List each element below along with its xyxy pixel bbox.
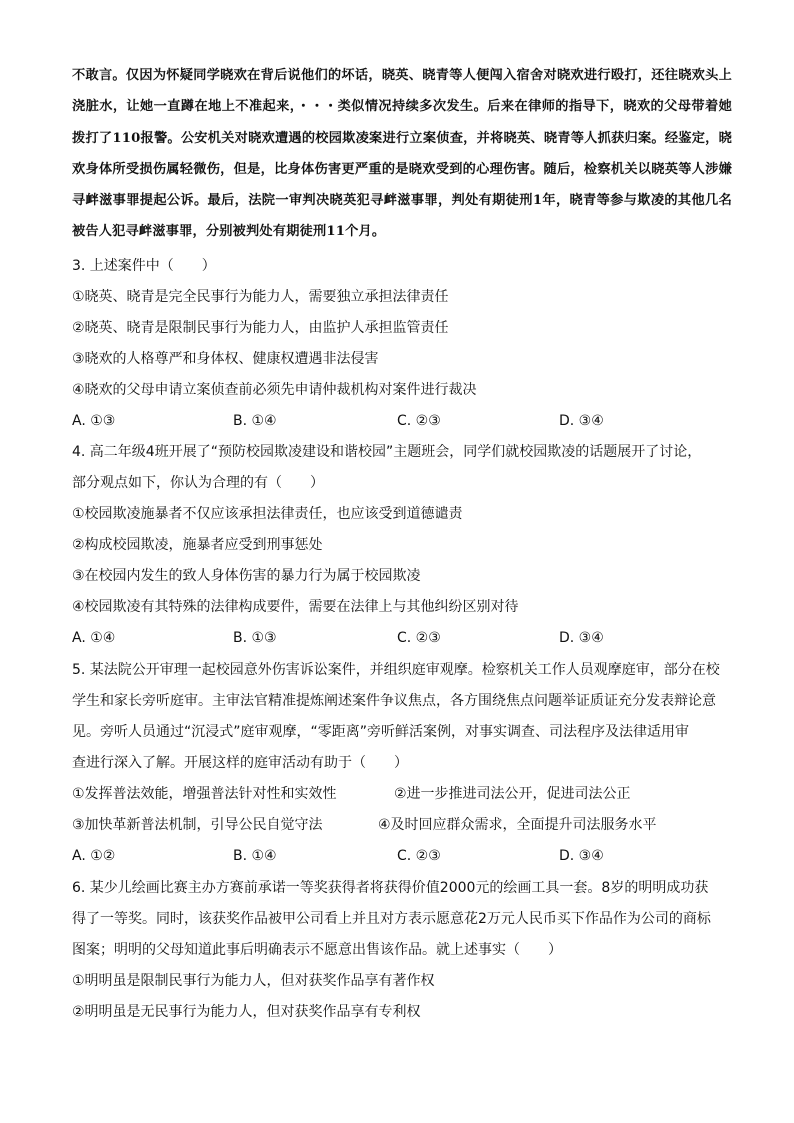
q5-item-4: ④及时回应群众需求，全面提升司法服务水平 xyxy=(378,817,657,833)
q4-option-d[interactable]: D. ③④ xyxy=(559,630,604,646)
q3-option-c[interactable]: C. ②③ xyxy=(397,413,441,429)
q6-item-1: ①明明虽是限制民事行为能力人，但对获奖作品享有著作权 xyxy=(72,973,435,989)
q6-stem-line-1: 6. 某少儿绘画比赛主办方赛前承诺一等奖获得者将获得价值2000元的绘画工具一套。8岁的明明成功获 xyxy=(72,880,709,896)
q6-stem-line-2: 得了一等奖。同时，该获奖作品被甲公司看上并且对方表示愿意花2万元人民币买下作品作为公司的商标 xyxy=(72,911,711,927)
q5-items-row-2 xyxy=(72,810,732,841)
q4-options xyxy=(72,623,732,654)
q3-option-b[interactable]: B. ①④ xyxy=(233,413,277,429)
q5-stem-line-1: 5. 某法院公开审理一起校园意外伤害诉讼案件，并组织庭审观摩。检察机关工作人员观摩庭审，部分在校 xyxy=(72,662,720,678)
q5-options xyxy=(72,841,732,872)
q4-stem-line-1: 4. 高二年级4班开展了“预防校园欺凌建设和谐校园”主题班会，同学们就校园欺凌的话题展开了讨论， xyxy=(72,444,702,460)
q5-item-3: ③加快革新普法机制，引导公民自觉守法 xyxy=(72,817,323,833)
case-passage xyxy=(72,60,732,248)
q6-stem-line-3: 图案；明明的父母知道此事后明确表示不愿意出售该作品。就上述事实（ ） xyxy=(72,942,562,958)
q4-item-2: ②构成校园欺凌，施暴者应受到刑事惩处 xyxy=(72,537,323,553)
q5-item-1: ①发挥普法效能，增强普法针对性和实效性 xyxy=(72,786,337,802)
q4-option-a[interactable]: A. ①④ xyxy=(72,630,116,646)
q3-item-2: ②晓英、晓青是限制民事行为能力人，由监护人承担监管责任 xyxy=(72,320,449,336)
question-3 xyxy=(72,251,732,437)
q6-item-2: ②明明虽是无民事行为能力人，但对获奖作品享有专利权 xyxy=(72,1004,421,1020)
q3-options xyxy=(72,406,732,437)
q4-stem-line-2: 部分观点如下，你认为合理的有（ ） xyxy=(72,475,324,491)
q4-item-4: ④校园欺凌有其特殊的法律构成要件，需要在法律上与其他纠纷区别对待 xyxy=(72,599,519,615)
q5-items-row-1 xyxy=(72,779,732,810)
q3-item-3: ③晓欢的人格尊严和身体权、健康权遭遇非法侵害 xyxy=(72,351,379,367)
q4-option-b[interactable]: B. ①③ xyxy=(233,630,277,646)
q3-option-a[interactable]: A. ①③ xyxy=(72,413,116,429)
question-5 xyxy=(72,655,732,872)
q5-option-c[interactable]: C. ②③ xyxy=(397,848,441,864)
q3-item-1: ①晓英、晓青是完全民事行为能力人，需要独立承担法律责任 xyxy=(72,289,449,305)
q3-option-d[interactable]: D. ③④ xyxy=(559,413,604,429)
q4-option-c[interactable]: C. ②③ xyxy=(397,630,441,646)
q5-option-a[interactable]: A. ①② xyxy=(72,848,116,864)
passage-text: 不敢言。仅因为怀疑同学晓欢在背后说他们的坏话，晓英、晓青等人便闯入宿舍对晓欢进行殴打，还往晓欢头上浇脏水，让她一直蹲在地上不准起来，・・・类似情况持续多次发生。后来在律师的指导下，晓欢的父母带着她拨打了110报警。公安机关对晓欢遭遇的校园欺凌案进行立案侦查，并将晓英、晓青等人抓获归案。经鉴定，晓欢身体所受损伤属轻微伤，但是，比身体伤害更严重的是晓欢受到的心理伤害。随后，检察机关以晓英等人涉嫌寻衅滋事罪提起公诉。最后，法院一审判决晓英犯寻衅滋事罪，判处有期徒刑1年，晓青等参与欺凌的其他几名被告人犯寻衅滋事罪，分别被判处有期徒刑11个月。 xyxy=(72,68,732,240)
q4-item-3: ③在校园内发生的致人身体伤害的暴力行为属于校园欺凌 xyxy=(72,568,421,584)
question-4 xyxy=(72,437,732,654)
q5-stem-line-4: 查进行深入了解。开展这样的庭审活动有助于（ ） xyxy=(72,755,408,771)
q5-stem-line-2: 学生和家长旁听庭审。主审法官精准提炼阐述案件争议焦点，各方围绕焦点问题举证质证充分发表辩论意 xyxy=(72,693,716,709)
q3-stem: 3. 上述案件中（ ） xyxy=(72,258,216,274)
q3-item-4: ④晓欢的父母申请立案侦查前必须先申请仲裁机构对案件进行裁决 xyxy=(72,382,477,398)
q4-item-1: ①校园欺凌施暴者不仅应该承担法律责任，也应该受到道德谴责 xyxy=(72,506,463,522)
q5-stem-line-3: 见。旁听人员通过“沉浸式”庭审观摩，“零距离”旁听鲜活案例，对事实调查、司法程序及法律适用审 xyxy=(72,724,690,740)
q5-option-d[interactable]: D. ③④ xyxy=(559,848,604,864)
q5-option-b[interactable]: B. ①④ xyxy=(233,848,277,864)
q5-item-2: ②进一步推进司法公开，促进司法公正 xyxy=(394,786,631,802)
question-6 xyxy=(72,873,732,1028)
